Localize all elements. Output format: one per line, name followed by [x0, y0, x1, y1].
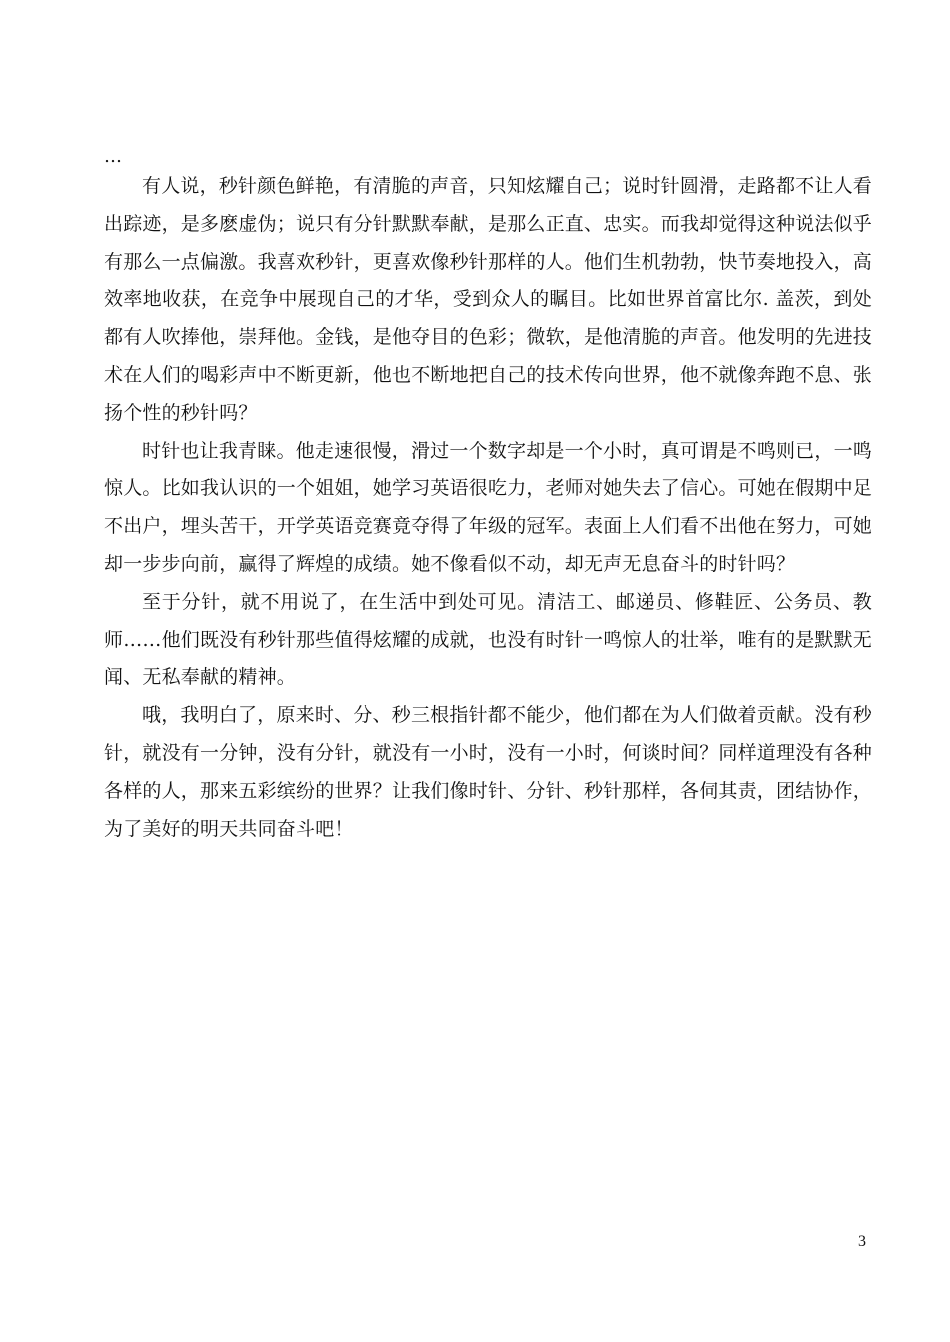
- leading-ellipsis: …: [104, 146, 122, 167]
- paragraph-conclusion: 哦，我明白了，原来时、分、秒三根指针都不能少，他们都在为人们做着贡献。没有秒针，就没有一分钟，没有分针，就没有一小时，没有一小时，何谈时间？同样道理没有各种各样的人，那来五彩缤纷的世界？让我们像时针、分针、秒针那样，各伺其责，团结协作，为了美好的明天共同奋斗吧！: [104, 704, 873, 840]
- paragraph-second-hand: 有人说，秒针颜色鲜艳，有清脆的声音，只知炫耀自己；说时针圆滑，走路都不让人看出踪迹，是多麽虚伪；说只有分针默默奉献，是那么正直、忠实。而我却觉得这种说法似乎有那么一点偏激。我喜欢秒针，更喜欢像秒针那样的人。他们生机勃勃，快节奏地投入，高效率地收获，在竞争中展现自己的才华，受到众人的瞩目。比如世界首富比尔. 盖茨，到处都有人吹捧他，崇拜他。金钱，是他夺目的色彩；微软，是他清脆的声音。他发明的先进技术在人们的喝彩声中不断更新，他也不断地把自己的技术传向世界，他不就像奔跑不息、张扬个性的秒针吗？: [104, 175, 873, 424]
- paragraph-hour-hand: 时针也让我青睐。他走速很慢，滑过一个数字却是一个小时，真可谓是不鸣则已，一鸣惊人。比如我认识的一个姐姐，她学习英语很吃力，老师对她失去了信心。可她在假期中足不出户，埋头苦干，开学英语竞赛竟夺得了年级的冠军。表面上人们看不出他在努力，可她却一步步向前，赢得了辉煌的成绩。她不像看似不动，却无声无息奋斗的时针吗？: [104, 439, 873, 575]
- page-body: [104, 146, 872, 848]
- paragraph-minute-hand: 至于分针，就不用说了，在生活中到处可见。清洁工、邮递员、修鞋匠、公务员、教师……他们既没有秒针那些值得炫耀的成就，也没有时针一鸣惊人的壮举，唯有的是默默无闻、无私奉献的精神。: [104, 590, 873, 689]
- page-number: 3: [858, 1233, 866, 1250]
